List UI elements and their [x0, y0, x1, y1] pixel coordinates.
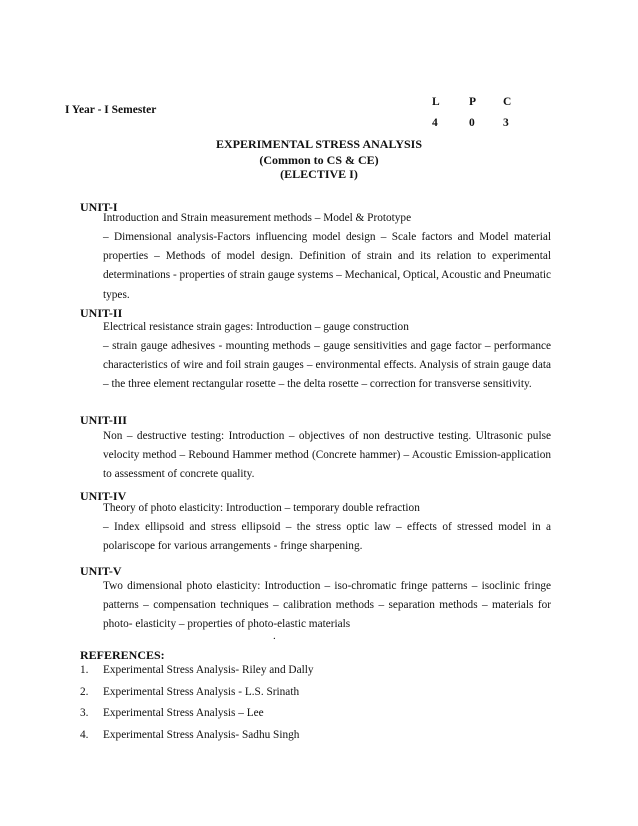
unit-4-body: – Index ellipsoid and stress ellipsoid – the stress optic law – effects of stressed model in a polariscope for various arrangements - fringe sharpening. — [103, 521, 551, 553]
ltp-label-p: P — [469, 96, 477, 108]
unit-3-heading: UNIT-III — [80, 413, 127, 427]
unit-4-intro: Theory of photo elasticity: Introduction – temporary double refraction — [103, 502, 420, 514]
unit-5-heading: UNIT-V — [80, 564, 122, 578]
reference-item-4 — [80, 729, 299, 741]
unit-2-intro: Electrical resistance strain gages: Introduction – gauge construction — [103, 321, 409, 333]
unit-1-intro: Introduction and Strain measurement methods – Model & Prototype — [103, 212, 412, 224]
course-subtitle: (Common to CS & CE) — [259, 153, 379, 167]
reference-text: Experimental Stress Analysis- Sadhu Singh — [103, 729, 300, 741]
references-heading: REFERENCES: — [80, 648, 165, 662]
unit-4-heading: UNIT-IV — [80, 489, 127, 503]
reference-text: Experimental Stress Analysis – Lee — [103, 707, 264, 719]
reference-item-2 — [80, 686, 299, 698]
ltp-label-c: C — [503, 96, 512, 108]
ltp-value-l: 4 — [432, 117, 438, 129]
reference-text: Experimental Stress Analysis- Riley and Dally — [103, 664, 314, 676]
year-semester: I Year - I Semester — [65, 104, 157, 116]
unit-2-heading: UNIT-II — [80, 306, 123, 320]
ltp-label-l: L — [432, 96, 440, 108]
reference-number: 4. — [80, 729, 89, 741]
unit-1-body: – Dimensional analysis-Factors influencing model design – Scale factors and Model material properties – Methods of model design. Definition of strain and its relation to experimental determinations - properties of strain gauge systems – Mechanical, Optical, Acoustic and Pneumatic types. — [103, 231, 551, 301]
unit-3-body: Non – destructive testing: Introduction – objectives of non destructive testing. Ultrasonic pulse velocity method – Rebound Hammer method (Concrete hammer) – Acoustic Emission-application to assessment of concrete quality. — [103, 430, 551, 481]
reference-item-3 — [80, 707, 264, 719]
reference-number: 1. — [80, 664, 89, 676]
reference-number: 3. — [80, 707, 89, 719]
unit-1-heading: UNIT-I — [80, 200, 118, 214]
unit-2-body: – strain gauge adhesives - mounting methods – gauge sensitivities and gage factor – performance characteristics of wire and foil strain gauges – environmental effects. Analysis of strain gauge data – the three element rectangular rosette – the delta rosette – correction for transverse sensitivity. — [103, 340, 551, 391]
ltp-value-p: 0 — [469, 117, 475, 129]
course-title: EXPERIMENTAL STRESS ANALYSIS — [215, 137, 423, 151]
reference-item-1 — [80, 664, 314, 676]
course-elective: (ELECTIVE I) — [280, 167, 358, 181]
unit-5-body: Two dimensional photo elasticity: Introduction – iso-chromatic fringe patterns – isoclinic fringe patterns – compensation techniques – calibration methods – separation methods – materials for photo- elasticity – properties of photo-elastic materials — [103, 580, 551, 631]
reference-number: 2. — [80, 686, 89, 698]
ltp-value-c: 3 — [503, 117, 509, 129]
stray-dot: . — [273, 630, 276, 642]
reference-text: Experimental Stress Analysis - L.S. Srinath — [103, 686, 300, 698]
